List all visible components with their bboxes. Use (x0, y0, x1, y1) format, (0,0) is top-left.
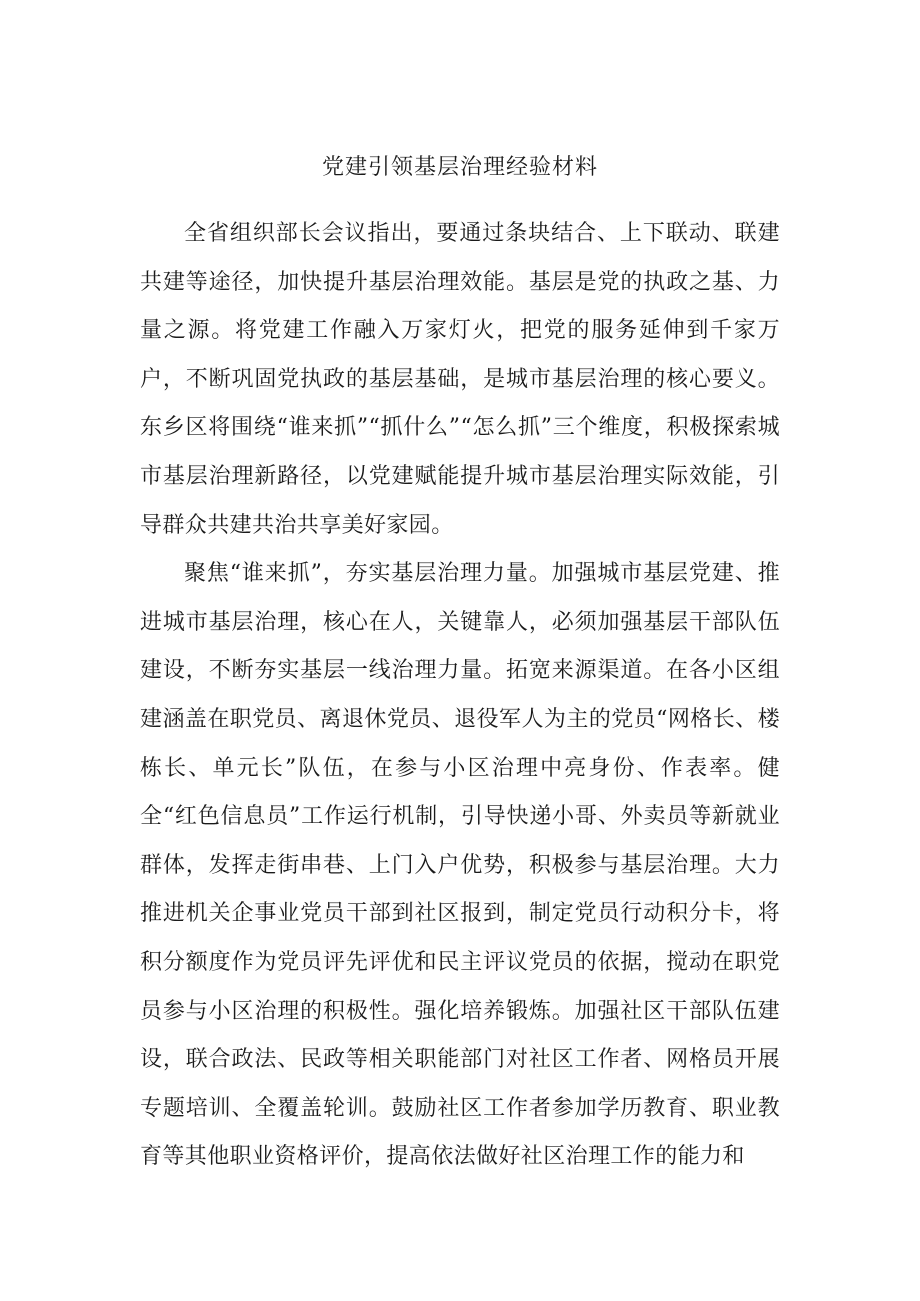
document-body (140, 210, 780, 1182)
paragraph: 全省组织部长会议指出，要通过条块结合、上下联动、联建共建等途径，加快提升基层治理效能。基层是党的执政之基、力量之源。将党建工作融入万家灯火，把党的服务延伸到千家万户，不断巩固党执政的基层基础，是城市基层治理的核心要义。东乡区将围绕“谁来抓”“抓什么”“怎么抓”三个维度，积极探索城市基层治理新路径，以党建赋能提升城市基层治理实际效能，引导群众共建共治共享美好家园。 (140, 221, 780, 538)
document-title: 党建引领基层治理经验材料 (321, 155, 598, 180)
paragraph: 聚焦“谁来抓”，夯实基层治理力量。加强城市基层党建、推进城市基层治理，核心在人，关键靠人，必须加强基层干部队伍建设，不断夯实基层一线治理力量。拓宽来源渠道。在各小区组建涵盖在职党员、离退休党员、退役军人为主的党员“网格长、楼栋长、单元长”队伍，在参与小区治理中亮身份、作表率。健全“红色信息员”工作运行机制，引导快递小哥、外卖员等新就业群体，发挥走街串巷、上门入户优势，积极参与基层治理。大力推进机关企事业党员干部到社区报到，制定党员行动积分卡，将积分额度作为党员评先评优和民主评议党员的依据，搅动在职党员参与小区治理的积极性。强化培养锻炼。加强社区干部队伍建设，联合政法、民政等相关职能部门对社区工作者、网格员开展专题培训、全覆盖轮训。鼓励社区工作者参加学历教育、职业教育等其他职业资格评价，提高依法做好社区治理工作的能力和 (140, 561, 780, 1170)
